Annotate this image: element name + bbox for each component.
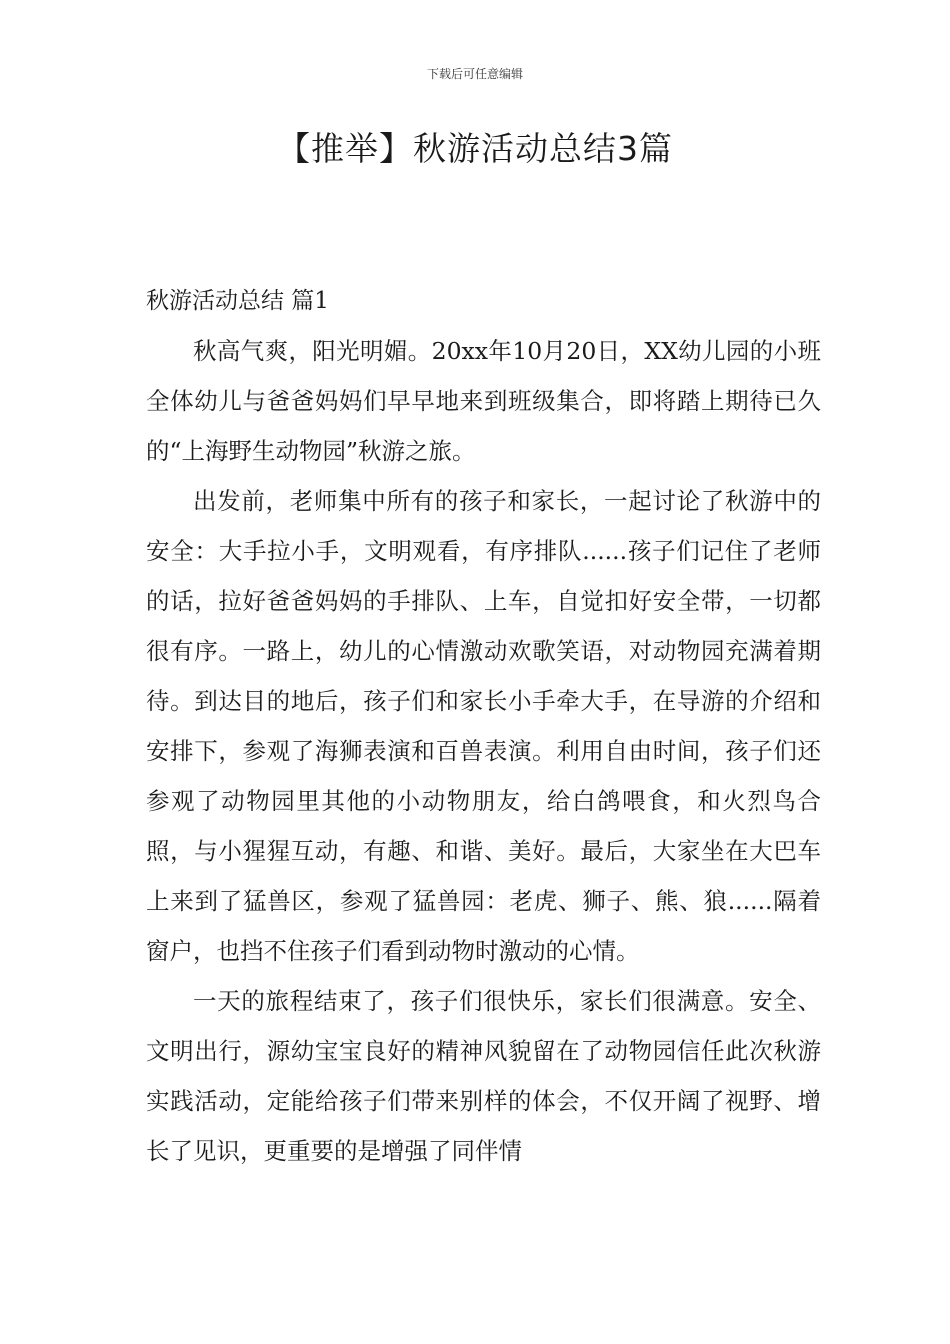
section-heading: 秋游活动总结 篇1	[146, 288, 329, 314]
paragraph: 出发前，老师集中所有的孩子和家长，一起讨论了秋游中的安全：大手拉小手，文明观看，有序排队......孩子们记住了老师的话，拉好爸爸妈妈的手排队、上车，自觉扣好安全带，一切都很有序。一路上，幼儿的心情激动欢歌笑语，对动物园充满着期待。到达目的地后，孩子们和家长小手牵大手，在导游的介绍和安排下，参观了海狮表演和百兽表演。利用自由时间，孩子们还参观了动物园里其他的小动物朋友，给白鸽喂食，和火烈鸟合照，与小猩猩互动，有趣、和谐、美好。最后，大家坐在大巴车上来到了猛兽区，参观了猛兽园：老虎、狮子、熊、狼......隔着窗户，也挡不住孩子们看到动物时激动的心情。	[146, 487, 821, 965]
document-body	[146, 276, 821, 1176]
document-title: 【推举】秋游活动总结3篇	[277, 129, 673, 168]
paragraph: 一天的旅程结束了，孩子们很快乐，家长们很满意。安全、文明出行，源幼宝宝良好的精神风貌留在了动物园信任此次秋游实践活动，定能给孩子们带来别样的体会，不仅开阔了视野、增长了见识，更重要的是增强了同伴情	[146, 987, 821, 1165]
paragraph: 秋高气爽，阳光明媚。20xx年10月20日，XX幼儿园的小班全体幼儿与爸爸妈妈们早早地来到班级集合，即将踏上期待已久的“上海野生动物园”秋游之旅。	[146, 337, 821, 465]
header-note: 下载后可任意编辑	[426, 67, 523, 81]
